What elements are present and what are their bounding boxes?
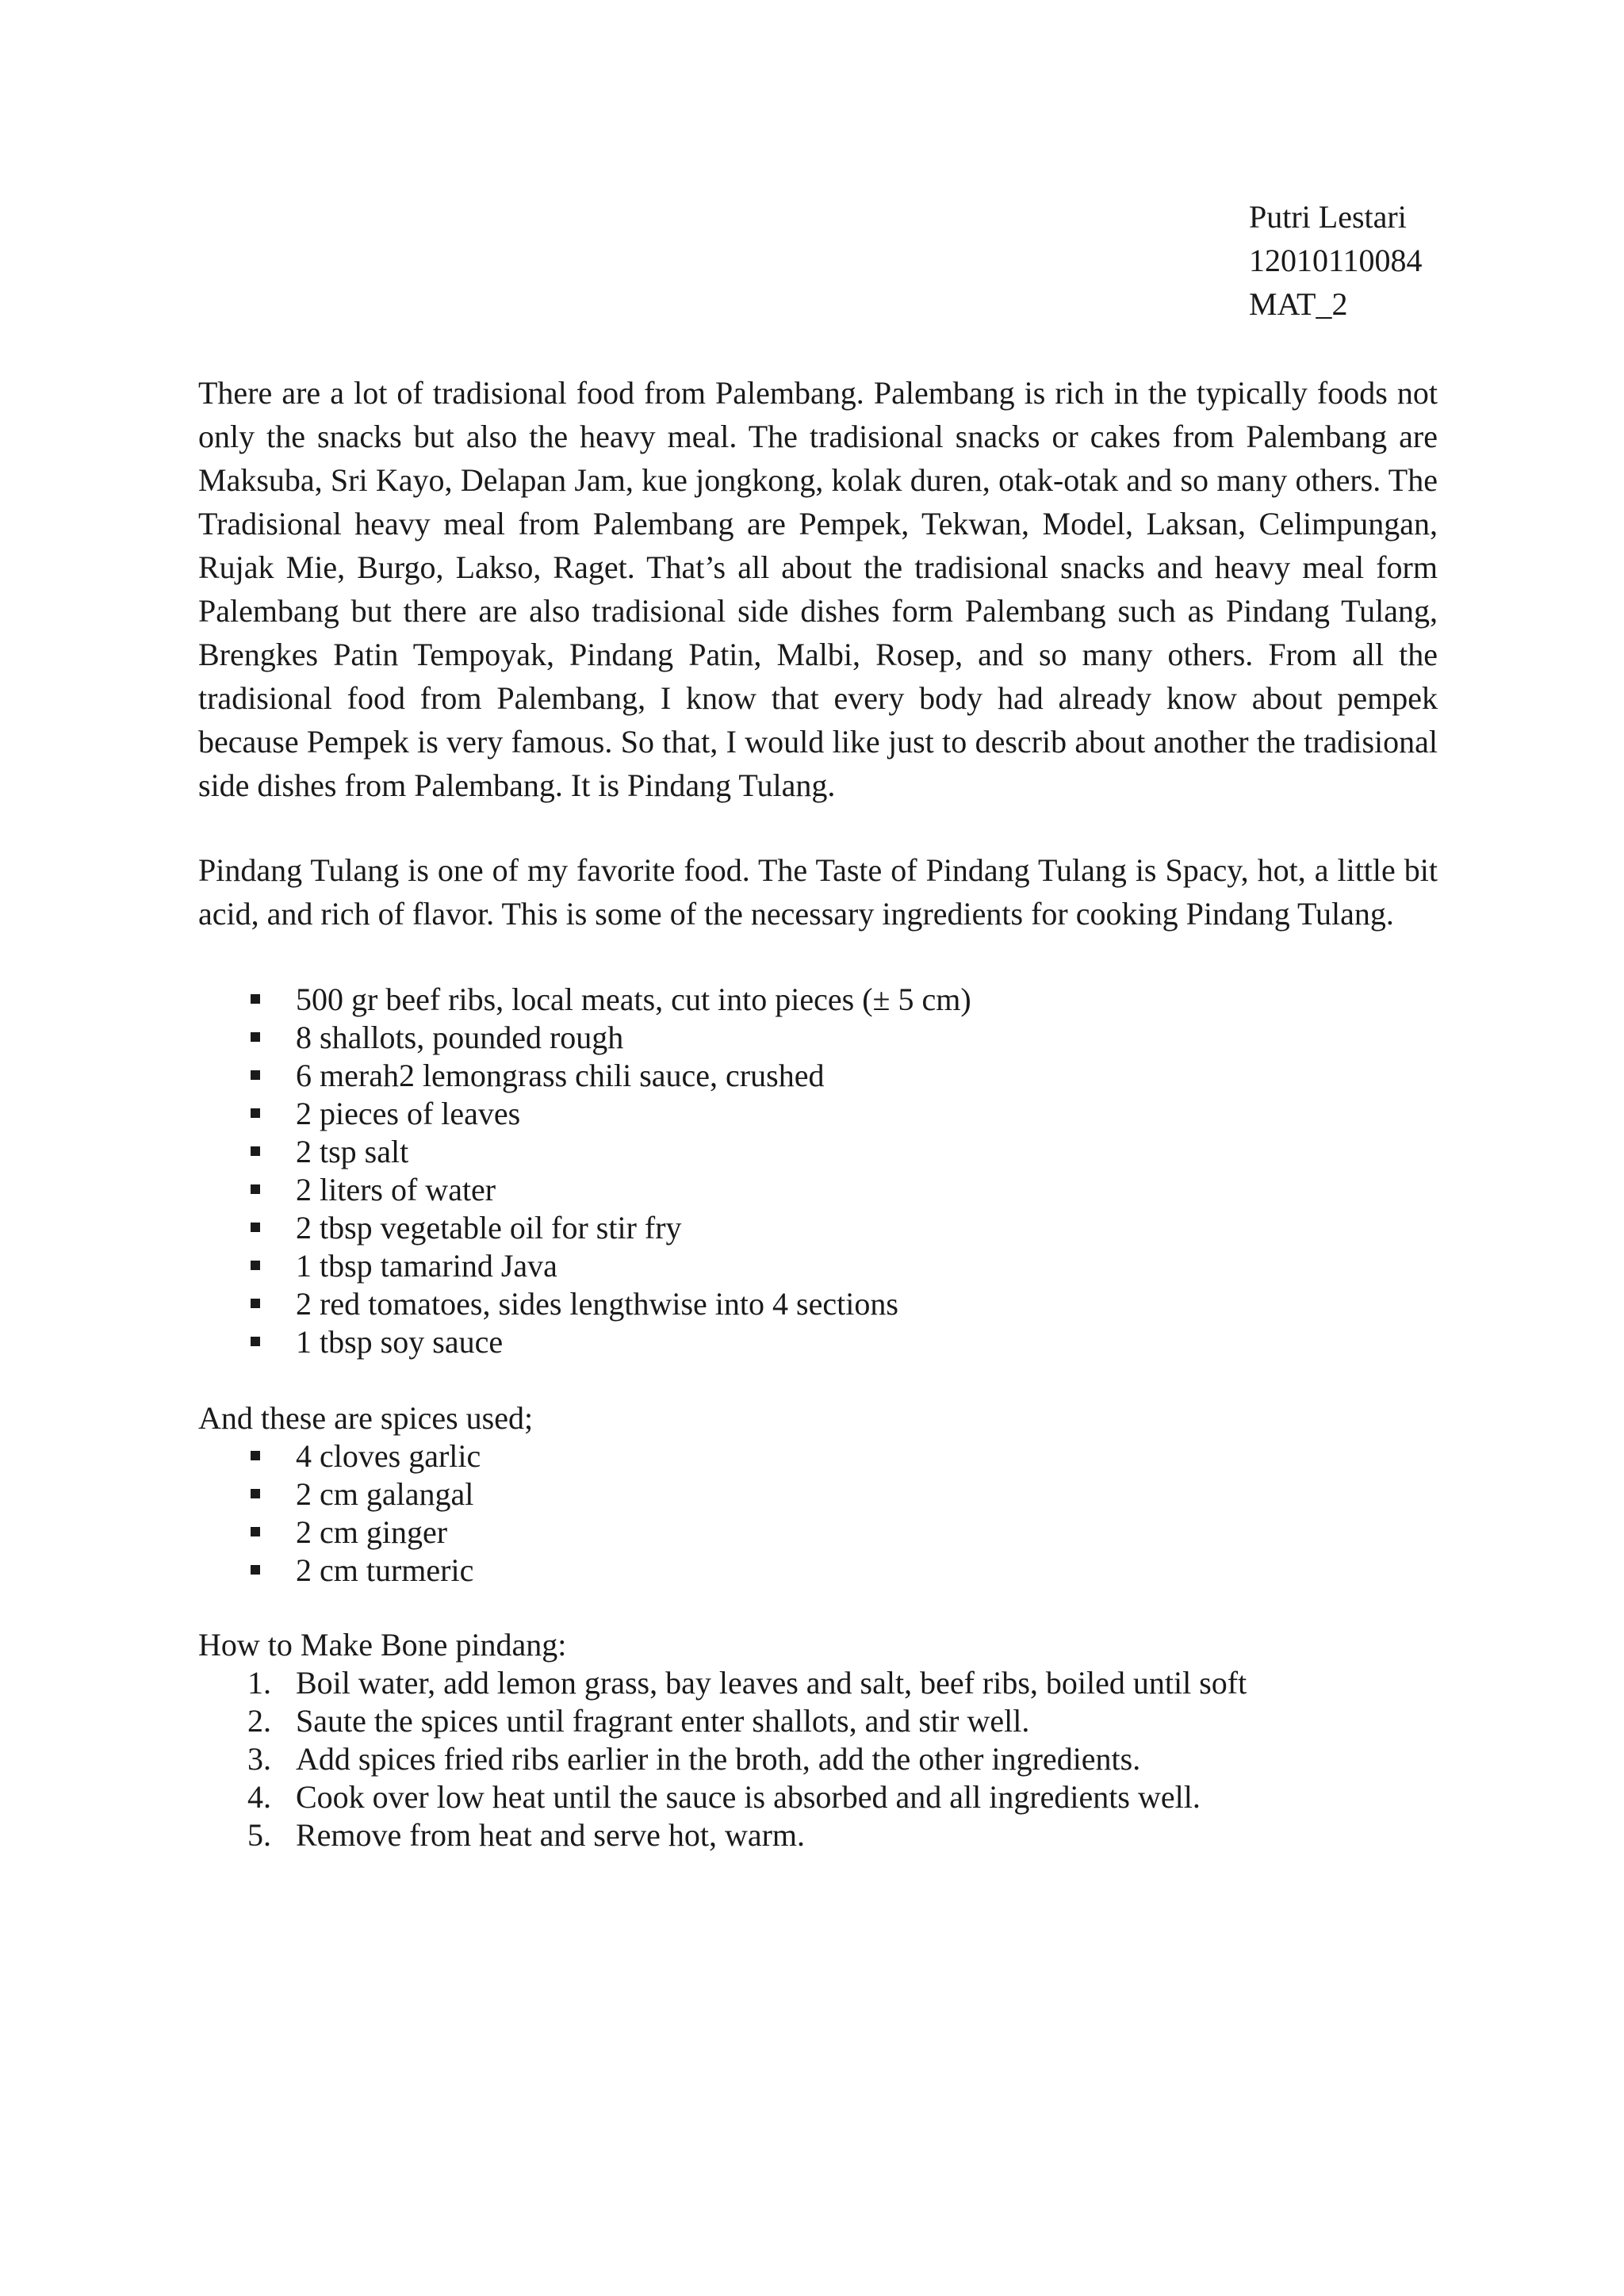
step-text: Remove from heat and serve hot, warm. — [296, 1817, 806, 1853]
author-name: Putri Lestari — [1249, 199, 1407, 235]
student-id: 12010110084 — [1249, 243, 1423, 278]
step-text: Add spices fried ribs earlier in the broth, add the other ingredients. — [296, 1741, 1141, 1777]
bullet-icon — [251, 1223, 260, 1232]
step-text: Boil water, add lemon grass, bay leaves and salt, beef ribs, boiled until soft — [296, 1665, 1247, 1701]
bullet-icon — [251, 1527, 260, 1536]
bullet-icon — [251, 994, 260, 1004]
step-text: Saute the spices until fragrant enter shallots, and stir well. — [296, 1703, 1030, 1739]
bullet-icon — [251, 1070, 260, 1080]
bullet-icon — [251, 1489, 260, 1498]
document-page: Putri Lestari 12010110084 MAT_2 There are a lot of tradisional food from Palembang. Palembang is rich in the typically foods not only the snacks but also the heavy meal. The tradisional snacks or cakes from Palembang are Maksuba, Sri Kayo, Delapan Jam, kue jongkong, kolak duren, otak-otak and so many others. The Tradisional heavy meal from Palembang are Pempek, Tekwan, Model, Laksan, Celimpungan, Rujak Mie, Burgo, Lakso, Raget. That’s all about the tradisional snacks and heavy meal form Palembang but there are also tradisional side dishes form Palembang such as Pindang Tulang, Brengkes Patin Tempoyak, Pindang Patin, Malbi, Rosep, and so many others. From all the tradisional food from Palembang, I know that every body had already know about pempek because Pempek is very famous. So that, I would like just to describ about another the tradisional side dishes from Palembang. It is Pindang Tulang. Pindang Tulang is one of my favorite food. The Taste of Pindang Tulang is Spacy, hot, a little bit acid, and rich of flavor. This is some of the necessary ingredients for cooking Pindang Tulang. 500 gr beef ribs, local meats, cut into pieces (± 5 cm) 8 shallots, pounded rough 6 merah2 lemongrass chili sauce, crushed 2 pieces of leaves 2 tsp salt 2 liters of water 2 tbsp vegetable oil for stir fry 1 tbsp tamarind Java 2 red tomatoes, sides lengthwise into 4 sections 1 tbsp soy sauce And these are spices used; 4 cloves garlic 2 cm galangal 2 cm ginger 2 cm turmeric How to Make Bone pindang: 1. Boil water, add lemon grass, bay leaves and salt, beef ribs, boiled until soft 2. Saute the spices until fragrant enter shallots, and stir well. 3. Add spices fried ribs earlier in the broth, add the other ingredients. 4. Cook over low heat until the sauce is absorbed and all ingredients well. 5. Remove from heat and serve hot, warm. — [0, 0, 1624, 2296]
spices-intro: And these are spices used; — [198, 1400, 534, 1436]
step-text: Cook over low heat until the sauce is absorbed and all ingredients well. — [296, 1779, 1201, 1815]
bullet-icon — [251, 1451, 260, 1460]
bullet-icon — [251, 1337, 260, 1346]
bullet-icon — [251, 1565, 260, 1575]
step-number: 1. — [247, 1665, 271, 1701]
bullet-icon — [251, 1108, 260, 1118]
step-number: 4. — [247, 1779, 271, 1815]
bullet-icon — [251, 1146, 260, 1156]
step-number: 2. — [247, 1703, 271, 1739]
intro-paragraph: There are a lot of tradisional food from Palembang. Palembang is rich in the typically foods not only the snacks but also the heavy meal. The tradisional snacks or cakes from Palembang are Maksuba, Sri Kayo, Delapan Jam, kue jongkong, kolak duren, otak-otak and so many others. The Tradisional heavy meal from Palembang are Pempek, Tekwan, Model, Laksan, Celimpungan, Rujak Mie, Burgo, Lakso, Raget. That’s all about the tradisional snacks and heavy meal form Palembang but there are also tradisional side dishes form Palembang such as Pindang Tulang, Brengkes Patin Tempoyak, Pindang Patin, Malbi, Rosep, and so many others. From all the tradisional food from Palembang, I know that every body had already know about pempek because Pempek is very famous. So that, I would like just to describ about another the tradisional side dishes from Palembang. It is Pindang Tulang. — [198, 375, 1438, 803]
step-number: 3. — [247, 1741, 271, 1777]
author-block — [1249, 195, 1423, 326]
bullet-icon — [251, 1184, 260, 1194]
ingredients-paragraph: Pindang Tulang is one of my favorite food. The Taste of Pindang Tulang is Spacy, hot, a little bit acid, and rich of flavor. This is some of the necessary ingredients for cooking Pindang Tulang. — [198, 852, 1438, 932]
bullet-icon — [251, 1032, 260, 1042]
bullet-icon — [251, 1299, 260, 1308]
step-number: 5. — [247, 1817, 271, 1853]
steps-intro: How to Make Bone pindang: — [198, 1627, 567, 1663]
class-code: MAT_2 — [1249, 286, 1348, 322]
bullet-icon — [251, 1261, 260, 1270]
